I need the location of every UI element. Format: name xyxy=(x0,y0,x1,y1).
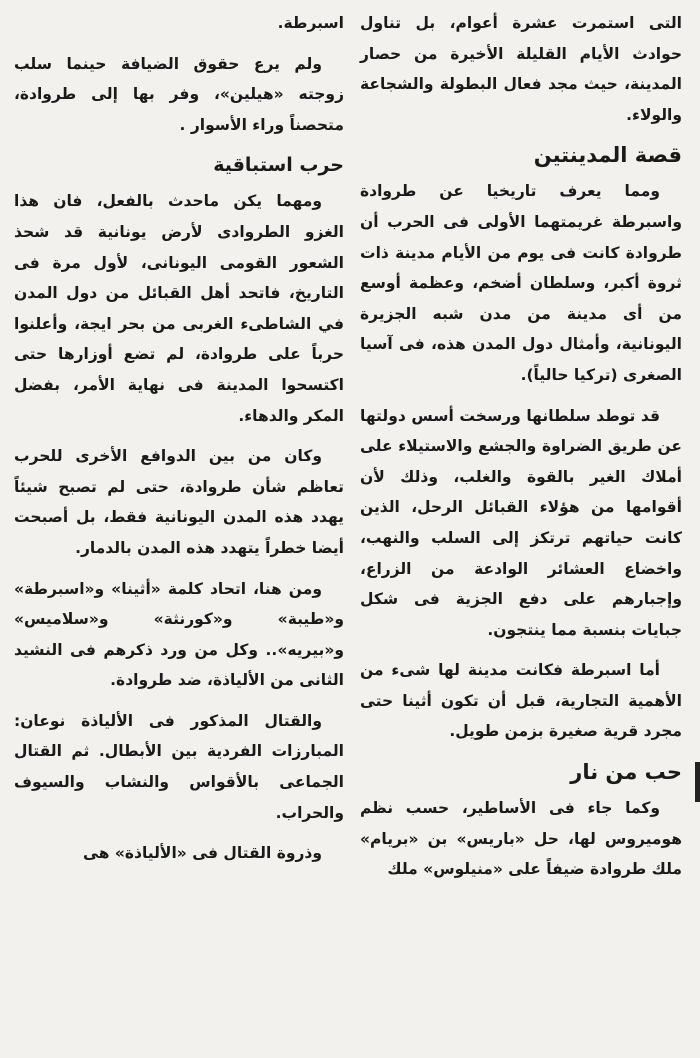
paragraph: وذروة القتال فى «الألياذة» هى xyxy=(83,844,322,863)
paragraph: وكما جاء فى الأساطير، حسب نظم هوميروس لها، حل «باريس» بن «بريام» ملك طروادة ضيفاً على «منيلوس» ملك xyxy=(360,799,682,879)
scan-edge-mark xyxy=(695,762,700,802)
paragraph: ومهما يكن ماحدث بالفعل، فان هذا الغزو الطروادى لأرض يونانية قد شحذ الشعور القومى اليونانى، لأول مرة فى التاريخ، فاتحد أهل القبائل من دول المدن في الشاطىء الغربى من بحر ايجة، وأعلنوا حرباً على طروادة، لم تضع أوزارها حتى اكتسحوا المدينة فى نهاية الأمر، بفضل المكر والدهاء. xyxy=(14,192,344,425)
right-column xyxy=(360,8,682,895)
paragraph: اسبرطة. xyxy=(277,14,344,32)
left-column xyxy=(14,8,344,879)
paragraph: ومن هنا، اتحاد كلمة «أثينا» و«اسبرطة» و«طيبة» و«كورنثة» و«سلاميس» و«بيريه».. وكل من ورد ذكرهم فى النشيد الثانى من الألياذة، ضد طروادة. xyxy=(14,579,344,690)
section-heading: حرب استباقية xyxy=(213,154,344,177)
section-heading: قصة المدينتين xyxy=(533,143,682,168)
paragraph: والقتال المذكور فى الألياذة نوعان: المبارزات الفردية بين الأبطال. ثم القتال الجماعى بالأقواس والنشاب والسيوف والحراب. xyxy=(14,711,344,822)
section-heading: حب من نار xyxy=(570,760,682,785)
paragraph: أما اسبرطة فكانت مدينة لها شىء من الأهمية التجارية، قبل أن تكون أثينا حتى مجرد قرية صغيرة بزمن طويل. xyxy=(360,661,682,741)
paragraph: التى استمرت عشرة أعوام، بل تناول حوادث الأيام القليلة الأخيرة من حصار المدينة، حيث مجد فعال البطولة والشجاعة والولاء. xyxy=(360,14,682,124)
paragraph: ومما يعرف تاريخيا عن طروادة واسبرطة غريمتهما الأولى فى الحرب أن طروادة كانت فى يوم من الأيام مدينة ذات ثروة أكبر، وسلطان أضخم، وعظمة أوسع من أى مدينة من مدن شبه الجزيرة اليونانية، وأمثال دول المدن هذه، فى آسيا الصغرى (تركيا حالياً). xyxy=(360,182,682,384)
paragraph: ولم يرع حقوق الضيافة حينما سلب زوجته «هيلين»، وفر بها إلى طروادة، متحصناً وراء الأسوار . xyxy=(14,54,344,134)
paragraph: قد توطد سلطانها ورسخت أسس دولتها عن طريق الضراوة والجشع والاستيلاء على أملاك الغير بالقوة والغلب، وذلك لأن أقوامها من هؤلاء القبائل الرحل، الذين كانت حياتهم ترتكز إلى السلب والنهب، واخضاع العشائر الوادعة من الزراع، وإجبارهم على دفع الجزية فى شكل جبايات بنسبة مما ينتجون. xyxy=(360,406,682,639)
paragraph: وكان من بين الدوافع الأخرى للحرب تعاظم شأن طروادة، حتى لم تصبح شيئاً يهدد هذه المدن اليونانية فقط، بل أصبحت أيضا خطراً يتهدد هذه المدن بالدمار. xyxy=(14,447,344,557)
